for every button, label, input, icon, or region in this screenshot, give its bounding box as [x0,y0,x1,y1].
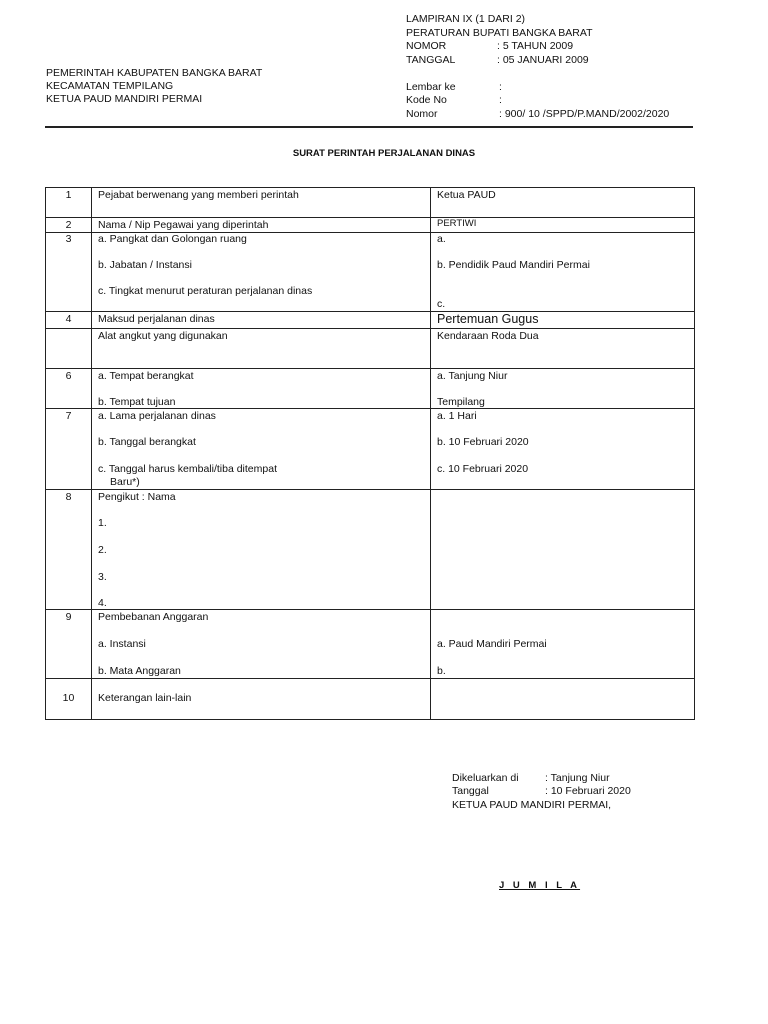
row-value: a. Paud Mandiri Permai [437,638,547,650]
nomor2-label: Nomor [406,108,438,120]
row-label: Nama / Nip Pegawai yang diperintah [98,219,269,231]
sppd-table [45,187,695,720]
pengikut-item: 1. [98,517,107,529]
jabatan-label: KETUA PAUD MANDIRI PERMAI, [452,799,612,811]
row-label: c. Tingkat menurut peraturan perjalanan dinas [98,285,313,297]
tanggal-label: TANGGAL [406,54,456,66]
pengikut-item: 4. [98,597,107,609]
row-value: Pertemuan Gugus [437,312,539,326]
row-number: 6 [65,370,72,382]
row-label: Pembebanan Anggaran [98,611,209,623]
row-label: a. Pangkat dan Golongan ruang [98,233,247,245]
row-border [46,311,694,312]
col-border [91,187,92,719]
row-label: Pengikut : Nama [98,491,176,503]
col-border [430,187,431,719]
nomor-value: : 5 TAHUN 2009 [497,40,574,52]
kode-label: Kode No [406,94,447,106]
kecamatan-label: KECAMATAN TEMPILANG [46,80,174,92]
pemerintah-label: PEMERINTAH KABUPATEN BANGKA BARAT [46,67,263,79]
row-value: a. Tanjung Niur [437,370,508,382]
row-number: 1 [65,189,72,201]
row-value: PERTIWI [437,218,477,229]
pengikut-item: 3. [98,571,107,583]
row-border [46,609,694,610]
row-value: b. [437,665,446,677]
row-label: a. Tempat berangkat [98,370,194,382]
dikeluarkan-value: : Tanjung Niur [545,772,610,784]
row-number: 4 [65,313,72,325]
row-label: b. Mata Anggaran [98,665,181,677]
row-number: 3 [65,233,72,245]
tanggal-value: : 05 JANUARI 2009 [497,54,589,66]
row-value: c. 10 Februari 2020 [437,463,529,475]
footer-tanggal-label: Tanggal [452,785,489,797]
row-label: Maksud perjalanan dinas [98,313,215,325]
row-value: a. 1 Hari [437,410,477,422]
row-label: a. Instansi [98,638,146,650]
dikeluarkan-label: Dikeluarkan di [452,772,519,784]
row-border [46,678,694,679]
row-border [46,408,694,409]
lampiran-label: LAMPIRAN IX (1 DARI 2) [406,13,526,25]
row-value: b. 10 Februari 2020 [437,436,529,448]
row-value: b. Pendidik Paud Mandiri Permai [437,259,590,271]
row-label: Pejabat berwenang yang memberi perintah [98,189,299,201]
row-border [46,489,694,490]
row-border [46,368,694,369]
lembar-label: Lembar ke [406,81,456,93]
row-value: c. [437,298,446,310]
row-value: a. [437,233,446,245]
document-title: SURAT PERINTAH PERJALANAN DINAS [292,148,476,159]
row-value: Kendaraan Roda Dua [437,330,539,342]
row-value: Ketua PAUD [437,189,496,201]
row-number: 8 [65,491,72,503]
row-number: 10 [62,692,75,704]
row-label: b. Jabatan / Instansi [98,259,192,271]
row-number: 2 [65,219,72,231]
row-label: b. Tempat tujuan [98,396,176,408]
row-border [46,328,694,329]
row-number: 9 [65,611,72,623]
row-number: 7 [65,410,72,422]
footer-tanggal-value: : 10 Februari 2020 [545,785,631,797]
ketua-label: KETUA PAUD MANDIRI PERMAI [46,93,203,105]
signer-name: J U M I L A [499,880,581,891]
lembar-value: : [499,81,502,93]
pengikut-item: 2. [98,544,107,556]
header-divider [45,126,693,128]
nomor2-value: : 900/ 10 /SPPD/P.MAND/2002/2020 [499,108,670,120]
row-label: Alat angkut yang digunakan [98,330,228,342]
row-border [46,187,694,188]
peraturan-label: PERATURAN BUPATI BANGKA BARAT [406,27,593,39]
kode-value: : [499,94,502,106]
row-border [46,217,694,218]
row-label: b. Tanggal berangkat [98,436,196,448]
row-label: a. Lama perjalanan dinas [98,410,216,422]
nomor-label: NOMOR [406,40,447,52]
row-value: Tempilang [437,396,485,408]
row-label: Keterangan lain-lain [98,692,192,704]
row-label: Baru*) [110,476,140,488]
row-label: c. Tanggal harus kembali/tiba ditempat [98,463,277,475]
